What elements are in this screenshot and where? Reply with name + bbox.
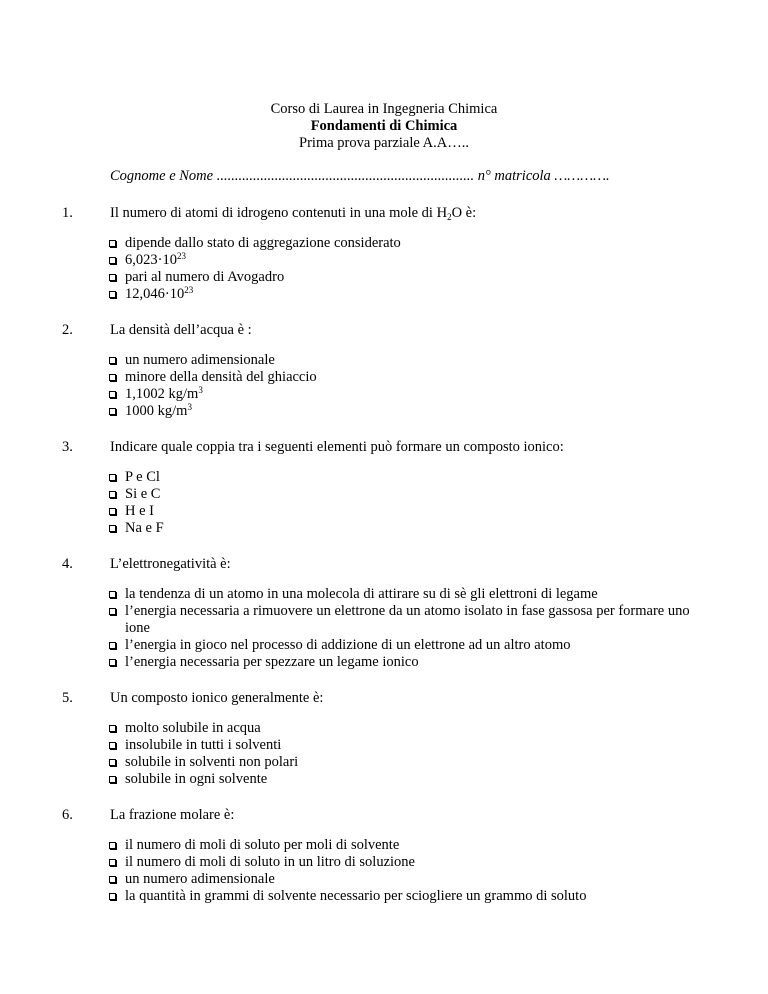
checkbox-icon[interactable]: [109, 491, 116, 498]
option-list: [109, 352, 317, 420]
checkbox-icon[interactable]: [109, 257, 116, 264]
subject-title: Fondamenti di Chimica: [310, 118, 458, 134]
checkbox-icon[interactable]: [109, 876, 116, 883]
checkbox-icon[interactable]: [109, 474, 116, 481]
checkbox-icon[interactable]: [109, 374, 116, 381]
answer-option[interactable]: il numero di moli di soluto in un litro di soluzione: [109, 854, 586, 871]
answer-option[interactable]: un numero adimensionale: [109, 352, 317, 369]
exam-title: Prima prova parziale A.A…..: [299, 135, 469, 151]
student-name-field[interactable]: Cognome e Nome ....................................................................... n° matricola ………….: [110, 168, 610, 184]
question-text: La frazione molare è:: [110, 807, 235, 823]
checkbox-icon[interactable]: [109, 525, 116, 532]
answer-option[interactable]: dipende dallo stato di aggregazione considerato: [109, 235, 401, 252]
checkbox-icon[interactable]: [109, 759, 116, 766]
checkbox-icon[interactable]: [109, 591, 116, 598]
checkbox-icon[interactable]: [109, 357, 116, 364]
checkbox-icon[interactable]: [109, 391, 116, 398]
course-title: Corso di Laurea in Ingegneria Chimica: [270, 101, 498, 117]
checkbox-icon[interactable]: [109, 776, 116, 783]
question-text: La densità dell’acqua è :: [110, 322, 252, 338]
answer-option[interactable]: un numero adimensionale: [109, 871, 586, 888]
question-number: 2.: [62, 322, 73, 338]
answer-option[interactable]: $6,023\cdot 10^{23}$: [109, 252, 401, 269]
question-number: 3.: [62, 439, 73, 455]
checkbox-icon[interactable]: [109, 859, 116, 866]
answer-option[interactable]: pari al numero di Avogadro: [109, 269, 401, 286]
answer-option[interactable]: solubile in solventi non polari: [109, 754, 298, 771]
question-text: Indicare quale coppia tra i seguenti elementi può formare un composto ionico:: [110, 439, 564, 455]
question-number: 5.: [62, 690, 73, 706]
answer-option[interactable]: la quantità in grammi di solvente necessario per sciogliere un grammo di soluto: [109, 888, 586, 905]
answer-option[interactable]: $12,046\cdot 10^{23}$: [109, 286, 401, 303]
option-list: [109, 720, 298, 788]
answer-option[interactable]: il numero di moli di soluto per moli di solvente: [109, 837, 586, 854]
answer-option[interactable]: molto solubile in acqua: [109, 720, 298, 737]
answer-option[interactable]: 1000 $kg/m^3$: [109, 403, 317, 420]
question-number: 6.: [62, 807, 73, 823]
option-list: [109, 586, 715, 671]
checkbox-icon[interactable]: [109, 893, 116, 900]
checkbox-icon[interactable]: [109, 659, 116, 666]
answer-option[interactable]: l’energia necessaria a rimuovere un elettrone da un atomo isolato in fase gassosa per formare uno ione: [109, 603, 715, 637]
checkbox-icon[interactable]: [109, 240, 116, 247]
question-text: Il numero di atomi di idrogeno contenuti in una mole di $H_2O$ è:: [110, 205, 477, 222]
answer-option[interactable]: insolubile in tutti i solventi: [109, 737, 298, 754]
option-list: [109, 469, 164, 537]
checkbox-icon[interactable]: [109, 608, 116, 615]
answer-option[interactable]: Na e F: [109, 520, 164, 537]
answer-option[interactable]: solubile in ogni solvente: [109, 771, 298, 788]
checkbox-icon[interactable]: [109, 408, 116, 415]
question-text: L’elettronegatività è:: [110, 556, 231, 572]
checkbox-icon[interactable]: [109, 508, 116, 515]
question-number: 4.: [62, 556, 73, 572]
answer-option[interactable]: H e I: [109, 503, 164, 520]
question-text: Un composto ionico generalmente è:: [110, 690, 324, 706]
answer-option[interactable]: minore della densità del ghiaccio: [109, 369, 317, 386]
answer-option[interactable]: l’energia in gioco nel processo di addizione di un elettrone ad un altro atomo: [109, 637, 715, 654]
answer-option[interactable]: l’energia necessaria per spezzare un legame ionico: [109, 654, 715, 671]
checkbox-icon[interactable]: [109, 274, 116, 281]
option-list: [109, 837, 586, 905]
checkbox-icon[interactable]: [109, 642, 116, 649]
answer-option[interactable]: 1,1002 $kg/m^3$: [109, 386, 317, 403]
option-list: [109, 235, 401, 303]
checkbox-icon[interactable]: [109, 842, 116, 849]
checkbox-icon[interactable]: [109, 725, 116, 732]
document-header: [0, 101, 768, 152]
answer-option[interactable]: P e Cl: [109, 469, 164, 486]
answer-option[interactable]: Si e C: [109, 486, 164, 503]
checkbox-icon[interactable]: [109, 742, 116, 749]
question-number: 1.: [62, 205, 73, 221]
answer-option[interactable]: la tendenza di un atomo in una molecola di attirare su di sè gli elettroni di legame: [109, 586, 715, 603]
checkbox-icon[interactable]: [109, 291, 116, 298]
